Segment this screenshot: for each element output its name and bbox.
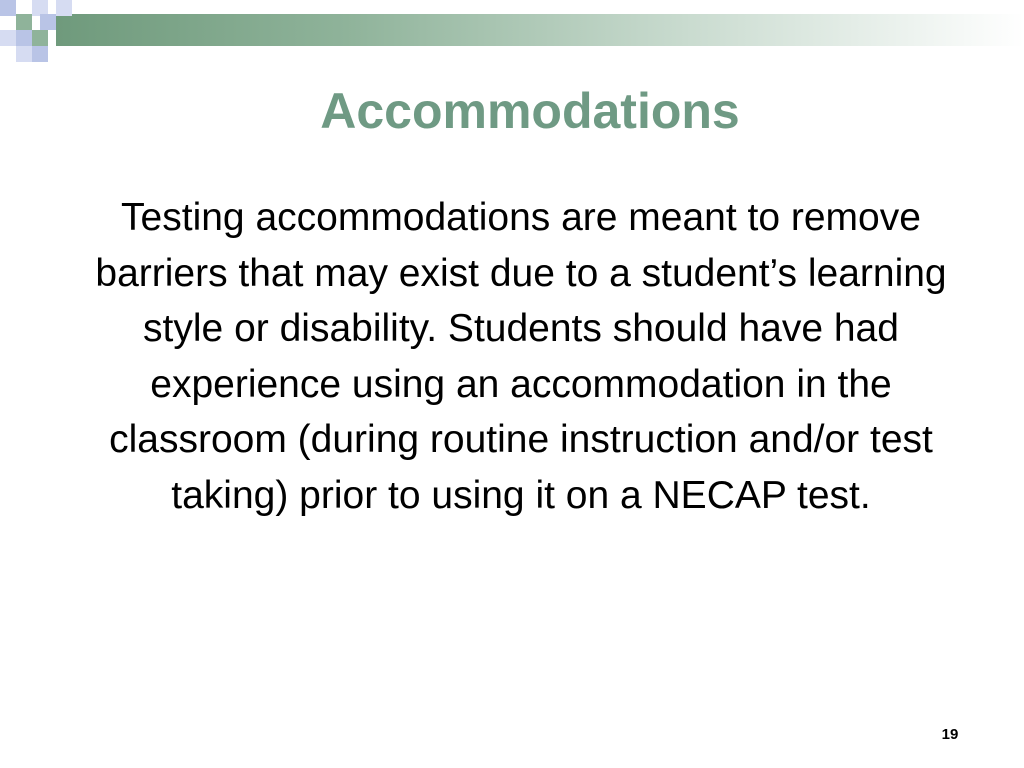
deco-square — [16, 14, 32, 30]
deco-square — [16, 30, 32, 46]
page-number: 19 — [941, 726, 959, 743]
deco-square — [32, 46, 48, 62]
deco-square — [56, 0, 72, 16]
deco-square — [40, 14, 56, 30]
slide-title: Accommodations — [320, 83, 740, 139]
deco-square — [16, 46, 32, 62]
deco-square — [32, 30, 48, 46]
header-gradient-bar — [56, 14, 1024, 46]
deco-square — [0, 30, 16, 46]
slide-body-text: Testing accommodations are meant to remove barriers that may exist due to a student’s learning style or disability. Students should have had experience using an accommodation in the classroom (during routine instruction and/or test taking) prior to using it on a NECAP test. — [95, 196, 947, 517]
deco-square — [0, 0, 16, 16]
corner-squares-decoration — [0, 0, 80, 64]
